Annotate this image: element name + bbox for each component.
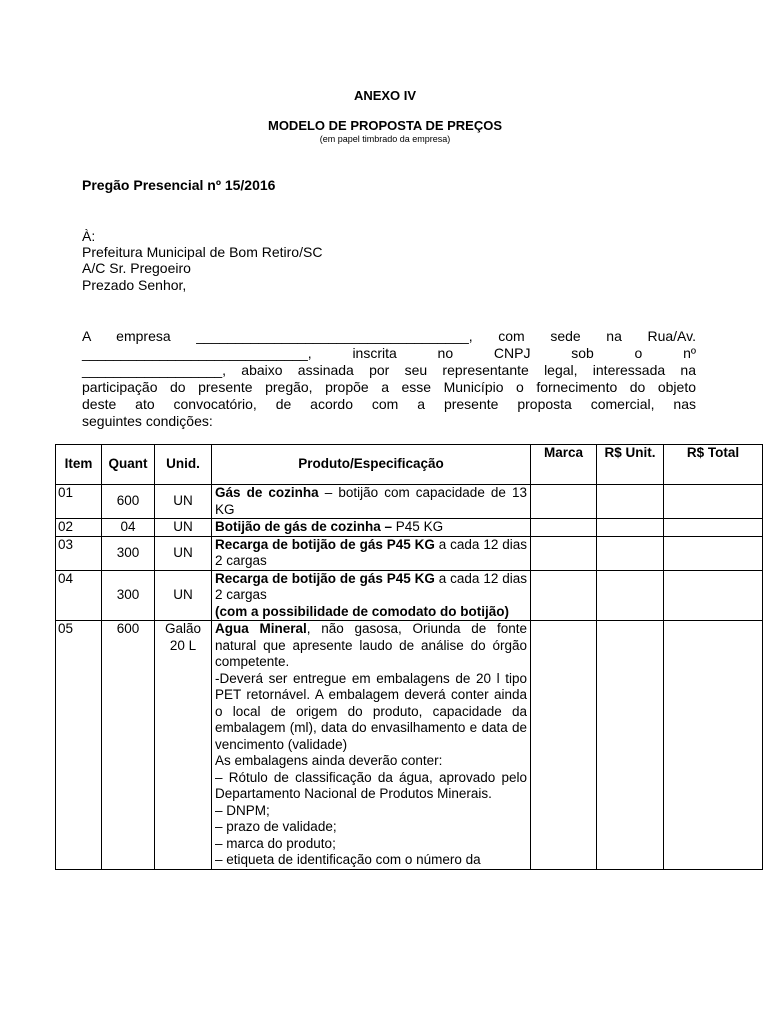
cell-quant: 600: [102, 485, 155, 519]
address-prefeitura: Prefeitura Municipal de Bom Retiro/SC: [82, 244, 323, 260]
product-desc: , não gasosa, Oriunda de fonte natural que apresente laudo de análise do órgão competente.: [215, 621, 528, 669]
paragraph-line: deste ato convocatório, de acordo com a presente proposta comercial, nas: [82, 396, 696, 412]
pregao-title: Pregão Presencial nº 15/2016: [82, 177, 276, 193]
table-row: [56, 570, 763, 621]
cell-marca: [531, 536, 597, 570]
cell-unid: Galão 20 L: [155, 621, 212, 870]
cell-unid: UN: [155, 485, 212, 519]
cell-produto: [212, 570, 531, 621]
table-row: [56, 536, 763, 570]
cell-unid: UN: [155, 536, 212, 570]
proposal-paragraph: [82, 328, 696, 430]
product-spec: -Deverá ser entregue em embalagens de 20 l tipo PET retornável. A embalagem deverá conter ainda o local de origem do produto, capacidade da embalagem (ml), data do envasilhamento e data de vencimento (validade): [215, 670, 527, 752]
table-row: [56, 519, 763, 537]
cell-unit: [597, 621, 664, 870]
product-spec: – marca do produto;: [215, 835, 336, 851]
product-note: (com a possibilidade de comodato do botijão): [215, 603, 510, 619]
cell-item: 01: [56, 485, 102, 519]
cell-item: 05: [56, 621, 102, 870]
annex-title: ANEXO IV: [353, 88, 417, 103]
letterhead-note: (em papel timbrado da empresa): [319, 134, 451, 144]
cell-total: [664, 519, 763, 537]
cell-quant: 04: [102, 519, 155, 537]
header-produto: Produto/Especificação: [212, 445, 531, 485]
cell-produto: [212, 485, 531, 519]
table-row: [56, 621, 763, 870]
table-header-row: [56, 445, 763, 485]
cell-item: 02: [56, 519, 102, 537]
cell-unid: UN: [155, 570, 212, 621]
header-marca: Marca: [531, 445, 597, 485]
product-name: Agua Mineral: [215, 621, 307, 636]
cell-quant: 600: [102, 621, 155, 870]
address-to: À:: [82, 228, 96, 244]
cell-marca: [531, 519, 597, 537]
salutation: Prezado Senhor,: [82, 277, 187, 293]
product-spec: – Rótulo de classificação da água, aprovado pelo Departamento Nacional de Produtos Minerais.: [215, 769, 527, 801]
cell-marca: [531, 570, 597, 621]
cell-total: [664, 570, 763, 621]
cell-total: [664, 621, 763, 870]
cell-total: [664, 485, 763, 519]
cell-unit: [597, 519, 664, 537]
cell-marca: [531, 621, 597, 870]
header-unit: R$ Unit.: [597, 445, 664, 485]
paragraph-line: participação do presente pregão, propõe a esse Município o fornecimento do objeto: [82, 379, 696, 395]
cell-marca: [531, 485, 597, 519]
header-unid: Unid.: [155, 445, 212, 485]
product-spec: – etiqueta de identificação com o número da: [215, 852, 481, 867]
cell-unit: [597, 485, 664, 519]
product-spec: – prazo de validade;: [215, 819, 337, 834]
product-desc: – botijão com capacidade de 13 KG: [215, 485, 528, 517]
cell-unit: [597, 570, 664, 621]
product-name: Recarga de botijão de gás P45 KG: [215, 536, 435, 552]
product-name: Recarga de botijão de gás P45 KG: [215, 570, 435, 586]
product-name: Botijão de gás de cozinha –: [215, 519, 393, 534]
product-spec: – DNPM;: [215, 802, 270, 818]
paragraph-line: A empresa ___________________________________, com sede na Rua/Av.: [82, 328, 696, 344]
document-title: MODELO DE PROPOSTA DE PREÇOS: [267, 118, 503, 133]
cell-quant: 300: [102, 570, 155, 621]
product-desc: a cada 12 dias 2 cargas: [215, 536, 527, 568]
address-attention: A/C Sr. Pregoeiro: [82, 260, 191, 276]
header-item: Item: [56, 445, 102, 485]
product-desc: a cada 12 dias 2 cargas: [215, 570, 527, 602]
paragraph-line: __________________, abaixo assinada por seu representante legal, interessada na: [82, 362, 696, 378]
price-table: [55, 444, 763, 870]
cell-total: [664, 536, 763, 570]
product-spec: As embalagens ainda deverão conter:: [215, 753, 443, 768]
cell-produto: [212, 621, 531, 870]
product-desc: P45 KG: [392, 519, 444, 534]
product-name: Gás de cozinha: [215, 485, 319, 500]
cell-unid: UN: [155, 519, 212, 537]
header-total: R$ Total: [664, 445, 763, 485]
header-quant: Quant: [102, 445, 155, 485]
cell-quant: 300: [102, 536, 155, 570]
cell-produto: [212, 519, 531, 537]
cell-produto: [212, 536, 531, 570]
table-row: [56, 485, 763, 519]
cell-item: 04: [56, 570, 102, 621]
paragraph-line: _____________________________, inscrita no CNPJ sob o nº: [82, 345, 696, 361]
cell-unit: [597, 536, 664, 570]
cell-item: 03: [56, 536, 102, 570]
paragraph-line: seguintes condições:: [82, 413, 213, 429]
